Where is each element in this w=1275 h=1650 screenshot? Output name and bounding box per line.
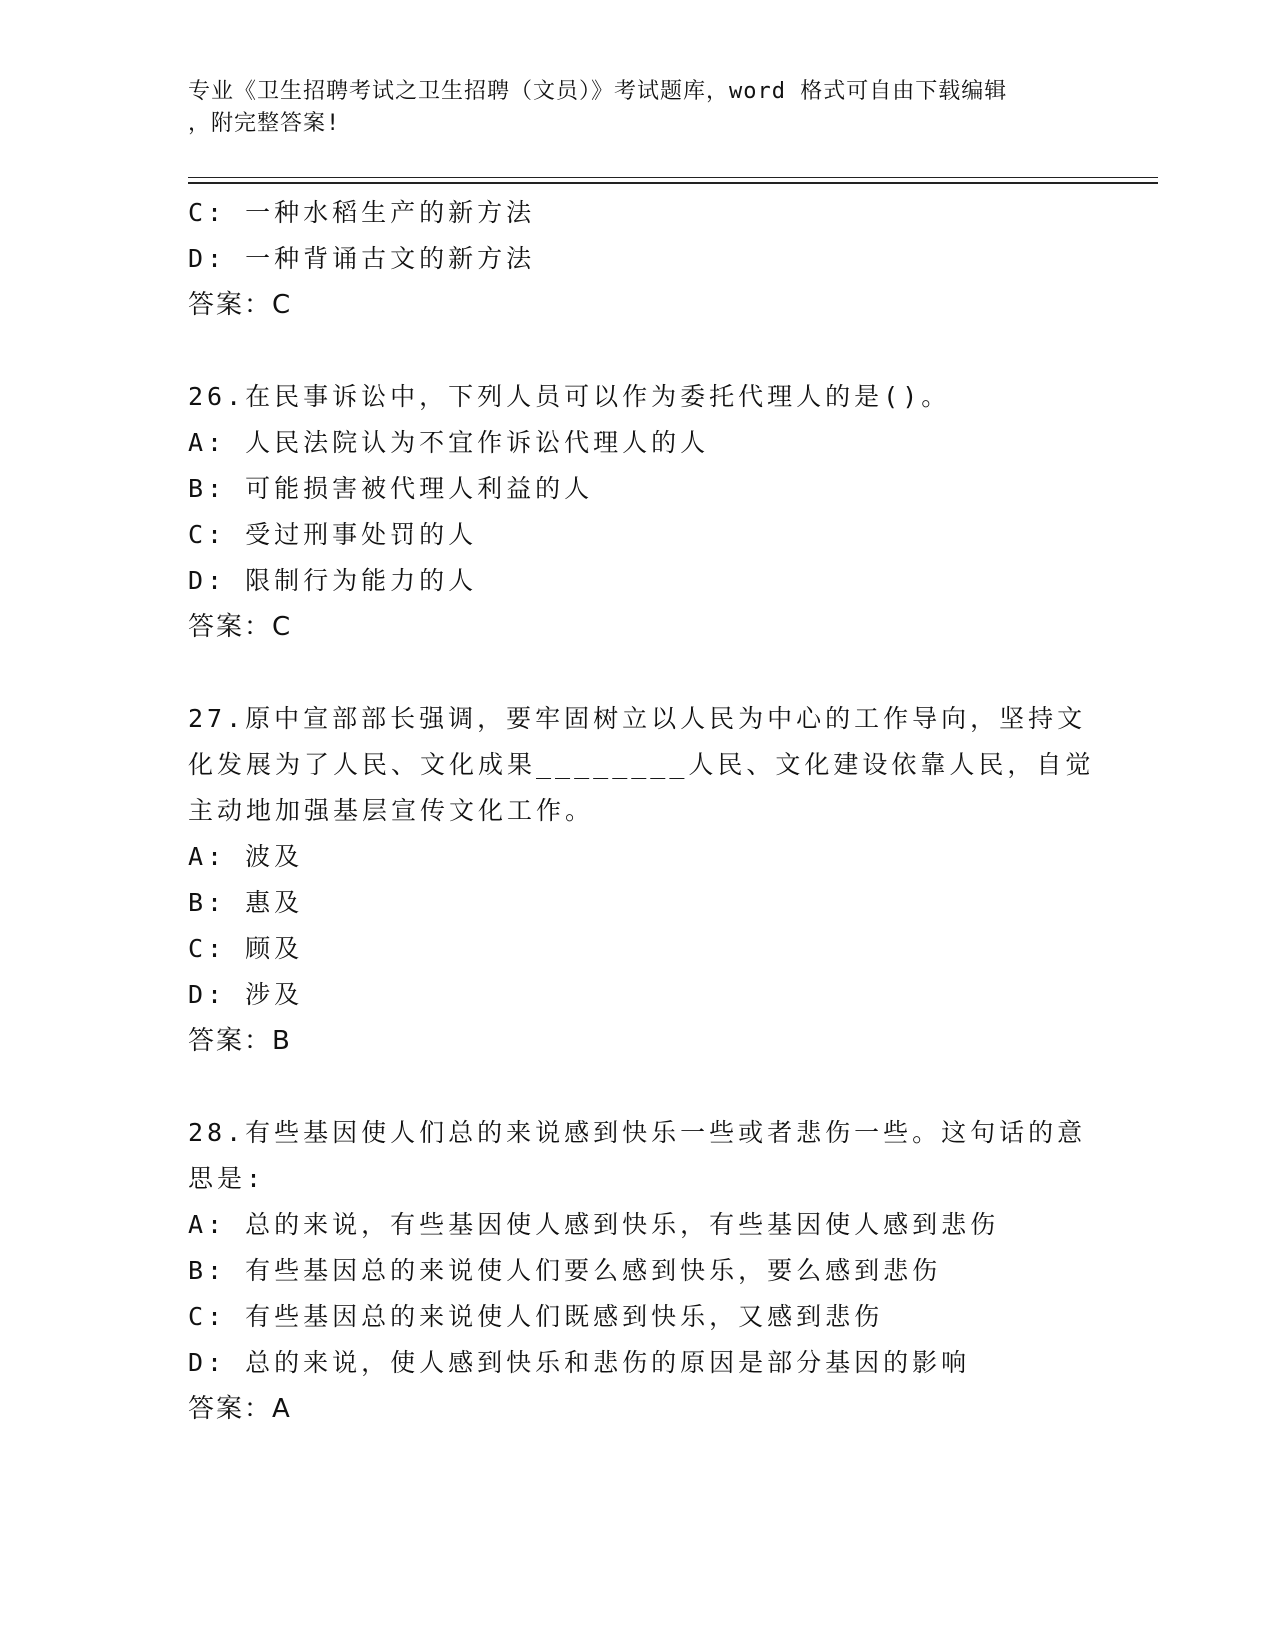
- option-d: D: 限制行为能力的人: [188, 566, 478, 595]
- option-a: A: 总的来说，有些基因使人感到快乐，有些基因使人感到悲伤: [188, 1210, 1000, 1239]
- header-divider-thick: [188, 182, 1158, 184]
- answer-line: 答案：C: [188, 290, 293, 320]
- question-continued: [188, 190, 1088, 328]
- question-text-line-2: 化发展为了人民、文化成果________人民、文化建设依靠人民，自觉: [188, 750, 1095, 779]
- option-b: B: 有些基因总的来说使人们要么感到快乐，要么感到悲伤: [188, 1256, 942, 1285]
- question-text: 26.在民事诉讼中，下列人员可以作为委托代理人的是()。: [188, 382, 951, 411]
- header-line-2: ，附完整答案!: [188, 111, 341, 136]
- option-c: C: 有些基因总的来说使人们既感到快乐，又感到悲伤: [188, 1302, 884, 1331]
- answer-line: 答案：B: [188, 1026, 292, 1056]
- option-c: C: 顾及: [188, 934, 304, 963]
- answer-line: 答案：A: [188, 1394, 292, 1424]
- header-divider-thin: [188, 177, 1158, 178]
- option-d: D: 总的来说，使人感到快乐和悲伤的原因是部分基因的影响: [188, 1348, 971, 1377]
- question-28: [188, 1110, 1088, 1432]
- question-27: [188, 696, 1095, 1064]
- option-c: C: 一种水稻生产的新方法: [188, 198, 536, 227]
- question-list: [188, 190, 1095, 1432]
- header-line-1: 专业《卫生招聘考试之卫生招聘（文员）》考试题库，word 格式可自由下载编辑: [188, 79, 1008, 104]
- spacer: [188, 650, 1088, 696]
- question-26: [188, 374, 1088, 650]
- option-b: B: 可能损害被代理人利益的人: [188, 474, 594, 503]
- option-d: D: 一种背诵古文的新方法: [188, 244, 536, 273]
- option-a: A: 波及: [188, 842, 304, 871]
- spacer: [188, 328, 1088, 374]
- option-c: C: 受过刑事处罚的人: [188, 520, 478, 549]
- spacer: [188, 1064, 1088, 1110]
- question-text-line-1: 28.有些基因使人们总的来说感到快乐一些或者悲伤一些。这句话的意: [188, 1118, 1087, 1147]
- question-text-line-3: 主动地加强基层宣传文化工作。: [188, 796, 595, 825]
- question-text-line-2: 思是:: [188, 1164, 266, 1193]
- option-b: B: 惠及: [188, 888, 304, 917]
- option-a: A: 人民法院认为不宜作诉讼代理人的人: [188, 428, 710, 457]
- question-text-line-1: 27.原中宣部部长强调，要牢固树立以人民为中心的工作导向，坚持文: [188, 704, 1087, 733]
- document-header: [188, 76, 1068, 140]
- answer-line: 答案：C: [188, 612, 293, 642]
- option-d: D: 涉及: [188, 980, 304, 1009]
